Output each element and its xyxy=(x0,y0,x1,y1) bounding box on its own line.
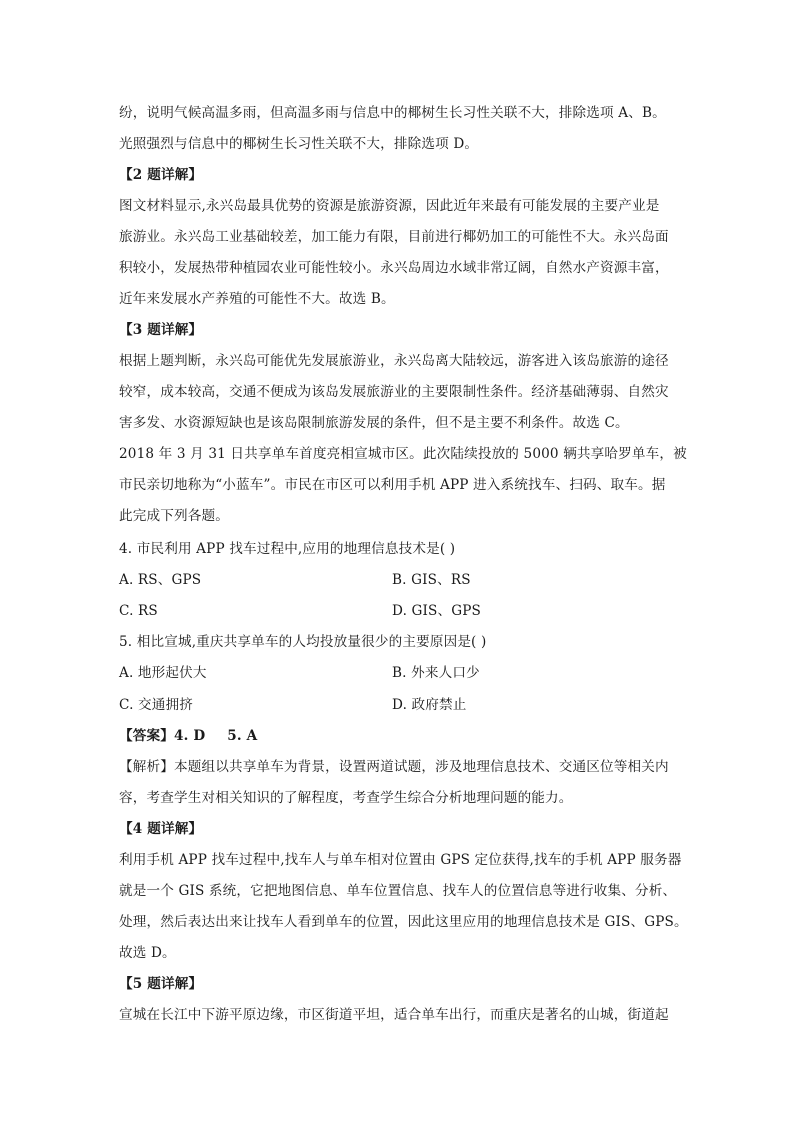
text-line: 就是一个 GIS 系统，它把地图信息、单车位置信息、找车人的位置信息等进行收集、分析、 xyxy=(119,883,677,899)
question-4: 4. 市民利用 APP 找车过程中,应用的地理信息技术是( ) xyxy=(119,541,456,557)
text-line: 利用手机 APP 找车过程中,找车人与单车相对位置由 GPS 定位获得,找车的手机 APP 服务器 xyxy=(119,852,682,868)
text-line: 故选 D。 xyxy=(119,945,176,961)
text-line: 积较小，发展热带种植园农业可能性较小。永兴岛周边水域非常辽阔，自然水产资源丰富， xyxy=(119,260,669,276)
text-line: 此完成下列各题。 xyxy=(119,508,229,524)
question-5: 5. 相比宣城,重庆共享单车的人均投放量很少的主要原因是( ) xyxy=(119,634,487,650)
text-line: 2018 年 3 月 31 日共享单车首度亮相宣城市区。此次陆续投放的 5000 辆共享哈罗单车，被 xyxy=(119,446,687,462)
text-line: 旅游业。永兴岛工业基础较差，加工能力有限，目前进行椰奶加工的可能性不大。永兴岛面 xyxy=(119,229,669,245)
option-b: B. 外来人口少 xyxy=(392,665,480,681)
answer-line xyxy=(119,726,257,746)
section-heading-3: 【3 题详解】 xyxy=(119,322,203,338)
answer-5: 5. A xyxy=(227,728,258,744)
option-c: C. 交通拥挤 xyxy=(119,697,193,713)
text-line: 较窄，成本较高，交通不便成为该岛发展旅游业的主要限制性条件。经济基础薄弱、自然灾 xyxy=(119,384,669,400)
text-line: 处理，然后表达出来让找车人看到单车的位置，因此这里应用的地理信息技术是 GIS、GPS。 xyxy=(119,914,688,930)
text-line: 害多发、水资源短缺也是该岛限制旅游发展的条件，但不是主要不利条件。故选 C。 xyxy=(119,415,629,431)
option-a: A. RS、GPS xyxy=(119,572,202,588)
answer-4: 4. D xyxy=(173,728,206,744)
text-line: 根据上题判断，永兴岛可能优先发展旅游业，永兴岛离大陆较远，游客进入该岛旅游的途径 xyxy=(119,353,669,369)
text-line: 光照强烈与信息中的椰树生长习性关联不大，排除选项 D。 xyxy=(119,136,479,152)
analysis-line: 【解析】本题组以共享单车为背景，设置两道试题，涉及地理信息技术、交通区位等相关内 xyxy=(119,759,669,775)
option-d: D. 政府禁止 xyxy=(392,697,467,713)
option-c: C. RS xyxy=(119,603,158,619)
question-5-options-row2 xyxy=(119,695,679,715)
option-a: A. 地形起伏大 xyxy=(119,665,207,681)
section-heading-5: 【5 题详解】 xyxy=(119,976,203,992)
text-line: 宣城在长江中下游平原边缘，市区街道平坦，适合单车出行，而重庆是著名的山城，街道起 xyxy=(119,1007,669,1023)
answer-label: 【答案】 xyxy=(119,728,174,744)
question-4-options-row1 xyxy=(119,570,679,590)
text-line: 市民亲切地称为“小蓝车”。市民在市区可以利用手机 APP 进入系统找车、扫码、取车。据 xyxy=(119,477,666,493)
text-line: 容，考查学生对相关知识的了解程度，考查学生综合分析地理问题的能力。 xyxy=(119,790,573,806)
question-5-options-row1 xyxy=(119,663,679,683)
option-b: B. GIS、RS xyxy=(392,572,471,588)
section-heading-4: 【4 题详解】 xyxy=(119,821,203,837)
option-d: D. GIS、GPS xyxy=(392,603,482,619)
text-line: 纷，说明气候高温多雨，但高温多雨与信息中的椰树生长习性关联不大，排除选项 A、B。 xyxy=(119,105,666,121)
text-line: 近年来发展水产养殖的可能性不大。故选 B。 xyxy=(119,291,395,307)
question-4-options-row2 xyxy=(119,601,679,621)
section-heading-2: 【2 题详解】 xyxy=(119,167,203,183)
text-line: 图文材料显示,永兴岛最具优势的资源是旅游资源，因此近年来最有可能发展的主要产业是 xyxy=(119,198,660,214)
